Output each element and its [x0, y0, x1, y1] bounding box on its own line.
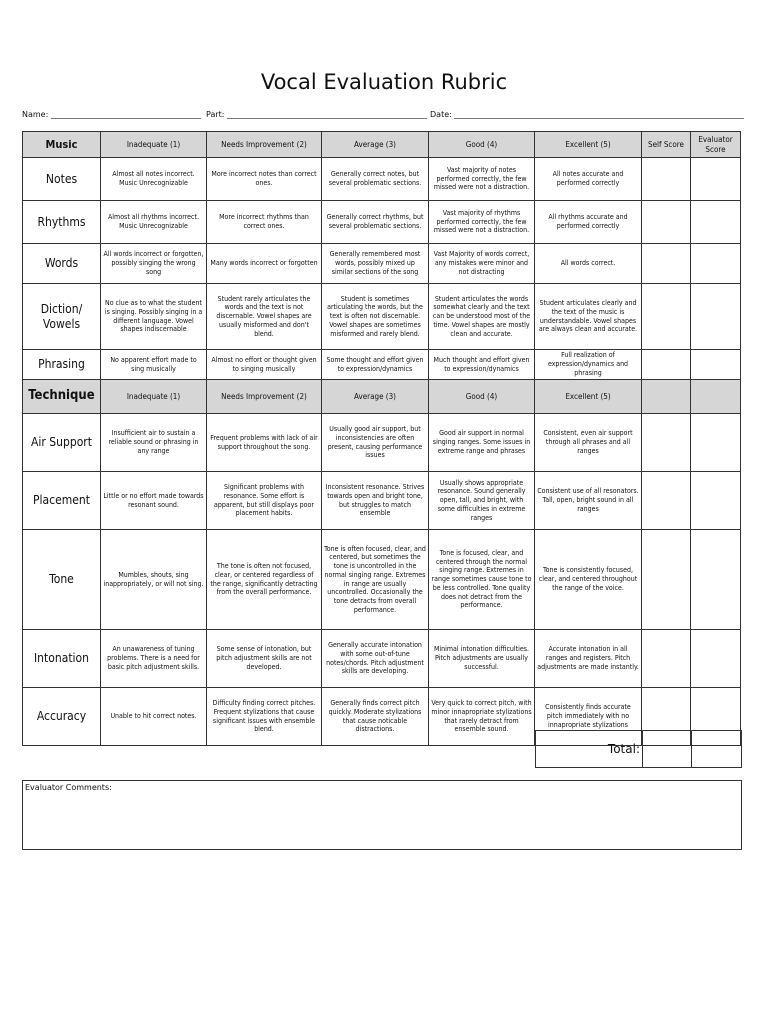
- category-label: Air Support: [23, 414, 101, 472]
- self-score-cell[interactable]: [642, 244, 691, 284]
- criteria-cell: Almost all notes incorrect. Music Unrecognizable: [101, 158, 207, 201]
- category-label: Rhythms: [23, 201, 101, 244]
- criteria-cell: Almost no effort or thought given to singing musically: [207, 350, 322, 380]
- self-score-cell[interactable]: [642, 158, 691, 201]
- part-label: Part:: [206, 110, 225, 119]
- rubric-row: [23, 414, 741, 472]
- part-line[interactable]: [227, 109, 427, 119]
- criteria-cell: All words correct.: [535, 244, 642, 284]
- rubric-row: [23, 244, 741, 284]
- criteria-cell: Unable to hit correct notes.: [101, 688, 207, 746]
- category-label: Phrasing: [23, 350, 101, 380]
- category-label: Placement: [23, 472, 101, 530]
- category-label: Diction/ Vowels: [23, 284, 101, 350]
- criteria-cell: An unawareness of tuning problems. There is a need for basic pitch adjustment skills.: [101, 630, 207, 688]
- criteria-cell: Much thought and effort given to expression/dynamics: [429, 350, 535, 380]
- evaluator-score-cell[interactable]: [691, 201, 741, 244]
- level-header: Good (4): [429, 132, 535, 158]
- criteria-cell: Frequent problems with lack of air support throughout the song.: [207, 414, 322, 472]
- category-label: Intonation: [23, 630, 101, 688]
- evaluator-score-cell[interactable]: [691, 530, 741, 630]
- name-field: [22, 109, 201, 119]
- criteria-cell: Inconsistent resonance. Strives towards open and bright tone, but struggles to match ensemble: [322, 472, 429, 530]
- evaluator-score-cell[interactable]: [691, 350, 741, 380]
- category-label: Notes: [23, 158, 101, 201]
- evaluator-score-cell[interactable]: [691, 158, 741, 201]
- self-score-cell[interactable]: [642, 350, 691, 380]
- criteria-cell: Significant problems with resonance. Some effort is apparent, but still displays poor placement habits.: [207, 472, 322, 530]
- criteria-cell: Vast majority of rhythms performed correctly, the few missed were not a distraction.: [429, 201, 535, 244]
- criteria-cell: Vast majority of notes performed correctly, the few missed were not a distraction.: [429, 158, 535, 201]
- page-title: Vocal Evaluation Rubric: [260, 70, 508, 94]
- criteria-cell: Usually shows appropriate resonance. Sound generally open, tall, and bright, with some difficulties in extreme ranges: [429, 472, 535, 530]
- criteria-cell: All rhythms accurate and performed correctly: [535, 201, 642, 244]
- criteria-cell: Consistent use of all resonators. Tall, open, bright sound in all ranges: [535, 472, 642, 530]
- self-score-header-blank: [642, 380, 691, 414]
- criteria-cell: Insufficient air to sustain a reliable sound or phrasing in any range: [101, 414, 207, 472]
- total-table: [535, 730, 742, 768]
- level-header: Average (3): [322, 132, 429, 158]
- level-header: Good (4): [429, 380, 535, 414]
- self-score-cell[interactable]: [642, 472, 691, 530]
- criteria-cell: Some sense of intonation, but pitch adjustment skills are not developed.: [207, 630, 322, 688]
- criteria-cell: Almost all rhythms incorrect. Music Unrecognizable: [101, 201, 207, 244]
- evaluator-score-header-blank: [691, 380, 741, 414]
- date-label: Date:: [430, 110, 452, 119]
- self-score-cell[interactable]: [642, 414, 691, 472]
- criteria-cell: Generally remembered most words, possibly mixed up similar sections of the song: [322, 244, 429, 284]
- evaluator-comments-label: Evaluator Comments:: [25, 783, 112, 792]
- level-header: Inadequate (1): [101, 132, 207, 158]
- name-line[interactable]: [51, 109, 201, 119]
- level-header: Needs Improvement (2): [207, 380, 322, 414]
- criteria-cell: Usually good air support, but inconsistencies are often present, causing performance issues: [322, 414, 429, 472]
- criteria-cell: Mumbles, shouts, sing inappropriately, or will not sing.: [101, 530, 207, 630]
- rubric-row: [23, 350, 741, 380]
- category-label: Words: [23, 244, 101, 284]
- criteria-cell: Tone is consistently focused, clear, and centered throughout the range of the voice.: [535, 530, 642, 630]
- date-line[interactable]: [454, 109, 744, 119]
- part-field: [206, 109, 427, 119]
- section-header-technique: [23, 380, 741, 414]
- category-label: Accuracy: [23, 688, 101, 746]
- evaluator-score-cell[interactable]: [691, 472, 741, 530]
- criteria-cell: Many words incorrect or forgotten: [207, 244, 322, 284]
- criteria-cell: Generally finds correct pitch quickly. Moderate stylizations that cause noticable distractions.: [322, 688, 429, 746]
- criteria-cell: Student rarely articulates the words and the text is not discernable. Vowel shapes are usually misformed and don't blend.: [207, 284, 322, 350]
- criteria-cell: Some thought and effort given to expression/dynamics: [322, 350, 429, 380]
- total-label: Total:: [536, 731, 643, 768]
- criteria-cell: No clue as to what the student is singing. Possibly singing in a different language. Vowel shapes indiscernable: [101, 284, 207, 350]
- criteria-cell: Difficulty finding correct pitches. Frequent stylizations that cause significant issues with ensemble blend.: [207, 688, 322, 746]
- category-label: Tone: [23, 530, 101, 630]
- rubric-row: [23, 284, 741, 350]
- evaluator-score-cell[interactable]: [691, 284, 741, 350]
- criteria-cell: Good air support in normal singing ranges. Some issues in extreme range and phrases: [429, 414, 535, 472]
- criteria-cell: Accurate intonation in all ranges and registers. Pitch adjustments are made instantly.: [535, 630, 642, 688]
- evaluator-score-cell[interactable]: [691, 414, 741, 472]
- self-score-cell[interactable]: [642, 201, 691, 244]
- criteria-cell: All notes accurate and performed correctly: [535, 158, 642, 201]
- criteria-cell: Tone is often focused, clear, and centered, but sometimes the tone is uncontrolled in the normal singing range. Extremes in range are usually uncontrolled. Occasionally the tone detracts from overall performance.: [322, 530, 429, 630]
- criteria-cell: Generally correct rhythms, but several problematic sections.: [322, 201, 429, 244]
- criteria-cell: Little or no effort made towards resonant sound.: [101, 472, 207, 530]
- criteria-cell: All words incorrect or forgotten, possibly singing the wrong song: [101, 244, 207, 284]
- self-score-header: Self Score: [642, 132, 691, 158]
- date-field: [430, 109, 744, 119]
- evaluator-comments-box[interactable]: [22, 780, 742, 850]
- criteria-cell: Student is sometimes articulating the words, but the text is often not discernable. Vowel shapes are sometimes misformed and rarely blend.: [322, 284, 429, 350]
- section-title: Technique: [23, 380, 101, 414]
- self-score-cell[interactable]: [642, 630, 691, 688]
- rubric-row: [23, 201, 741, 244]
- criteria-cell: Vast Majority of words correct, any mistakes were minor and not distracting: [429, 244, 535, 284]
- evaluator-score-header: Evaluator Score: [691, 132, 741, 158]
- evaluator-score-cell[interactable]: [691, 630, 741, 688]
- rubric-table: [22, 131, 741, 746]
- criteria-cell: Consistently finds accurate pitch immediately with no innapropriate stylizations: [535, 688, 642, 746]
- self-score-cell[interactable]: [642, 530, 691, 630]
- criteria-cell: Minimal intonation difficulties. Pitch adjustments are usually successful.: [429, 630, 535, 688]
- name-label: Name:: [22, 110, 49, 119]
- level-header: Excellent (5): [535, 132, 642, 158]
- criteria-cell: Generally correct notes, but several problematic sections.: [322, 158, 429, 201]
- self-score-cell[interactable]: [642, 284, 691, 350]
- criteria-cell: Generally accurate intonation with some out-of-tune notes/chords. Pitch adjustment skills are developing.: [322, 630, 429, 688]
- criteria-cell: Consistent, even air support through all phrases and all ranges: [535, 414, 642, 472]
- rubric-row: [23, 630, 741, 688]
- criteria-cell: More incorrect notes than correct ones.: [207, 158, 322, 201]
- level-header: Excellent (5): [535, 380, 642, 414]
- evaluator-score-cell[interactable]: [691, 244, 741, 284]
- criteria-cell: Student articulates clearly and the text of the music is understandable. Vowel shapes are always clean and accurate.: [535, 284, 642, 350]
- total-evaluator-score[interactable]: [692, 731, 742, 768]
- rubric-row: [23, 472, 741, 530]
- rubric-row: [23, 530, 741, 630]
- criteria-cell: More incorrect rhythms than correct ones.: [207, 201, 322, 244]
- section-header-music: [23, 132, 741, 158]
- section-title: Music: [23, 132, 101, 158]
- criteria-cell: Student articulates the words somewhat clearly and the text can be understood most of the time. Vowel shapes are mostly clean and accurate.: [429, 284, 535, 350]
- criteria-cell: Tone is focused, clear, and centered through the normal singing range. Extremes in range sometimes cause tone to be less controlled. Tone quality does not detract from the performance.: [429, 530, 535, 630]
- level-header: Average (3): [322, 380, 429, 414]
- criteria-cell: Very quick to correct pitch, with minor innapropriate stylizations that rarely detract from ensemble sound.: [429, 688, 535, 746]
- level-header: Needs Improvement (2): [207, 132, 322, 158]
- level-header: Inadequate (1): [101, 380, 207, 414]
- criteria-cell: The tone is often not focused, clear, or centered regardless of the range, significantly detracting from the overall performance.: [207, 530, 322, 630]
- total-self-score[interactable]: [643, 731, 692, 768]
- criteria-cell: Full realization of expression/dynamics and phrasing: [535, 350, 642, 380]
- criteria-cell: No apparent effort made to sing musically: [101, 350, 207, 380]
- rubric-row: [23, 158, 741, 201]
